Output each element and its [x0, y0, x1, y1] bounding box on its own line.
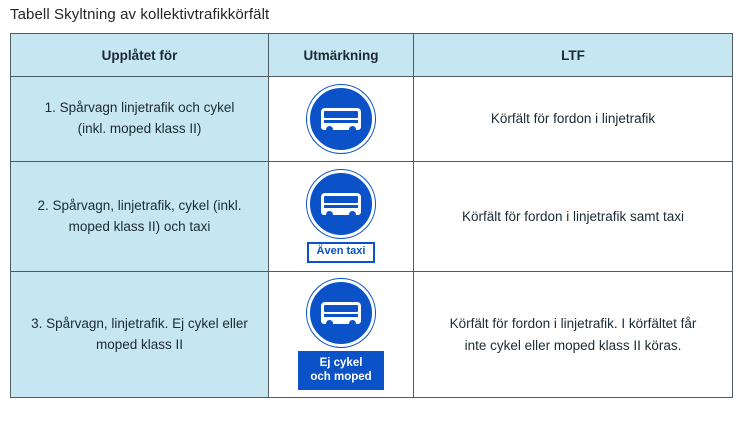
bus-stripe-icon	[324, 314, 358, 317]
bus-wheel-icon	[326, 211, 333, 218]
bus-lane-roundel-icon	[307, 85, 375, 153]
row-description	[11, 272, 269, 398]
ltf-line: Körfält för fordon i linjetrafik	[490, 111, 656, 127]
bus-wheel-icon	[349, 211, 356, 218]
ltf-line: inte cykel eller moped klass II köras.	[464, 337, 682, 353]
row-sign	[269, 162, 414, 272]
row-sign	[269, 272, 414, 398]
bus-window-icon	[324, 305, 358, 312]
description-line: 3. Spårvagn, linjetrafik. Ej cykel eller	[31, 315, 248, 331]
bus-stripe-icon	[324, 205, 358, 208]
supplementary-plate	[298, 351, 383, 391]
bus-wheel-icon	[349, 320, 356, 327]
signage-table	[10, 33, 733, 398]
table-row	[11, 77, 733, 162]
row-description	[11, 162, 269, 272]
table-container	[10, 33, 732, 398]
bus-lane-roundel-icon	[307, 279, 375, 347]
table-caption: Tabell Skyltning av kollektivtrafikkörfält	[10, 6, 270, 23]
column-header-upplatet-for: Upplåtet för	[11, 34, 269, 77]
bus-wheel-icon	[326, 320, 333, 327]
bus-wheel-icon	[326, 126, 333, 133]
bus-glyph-icon	[321, 108, 361, 130]
supplementary-plate	[307, 242, 376, 263]
row-sign	[269, 77, 414, 162]
description-line: moped klass II	[95, 336, 184, 352]
description-line: 1. Spårvagn linjetrafik och cykel	[44, 100, 235, 116]
row-description	[11, 77, 269, 162]
column-header-utmarkning: Utmärkning	[269, 34, 414, 77]
row-ltf	[414, 272, 733, 398]
table-row	[11, 162, 733, 272]
bus-stripe-icon	[324, 120, 358, 123]
ltf-line: Körfält för fordon i linjetrafik samt taxi	[461, 208, 685, 224]
plate-line: Ej cykel	[319, 356, 363, 369]
description-line: moped klass II) och taxi	[68, 218, 211, 234]
sign-stack	[273, 279, 409, 391]
sign-stack	[273, 170, 409, 263]
bus-window-icon	[324, 196, 358, 203]
bus-glyph-icon	[321, 302, 361, 324]
ltf-line: Körfält för fordon i linjetrafik. I körfältet får	[449, 315, 697, 331]
table-row	[11, 272, 733, 398]
bus-lane-roundel-icon	[307, 170, 375, 238]
plate-line: och moped	[310, 371, 372, 383]
bus-window-icon	[324, 111, 358, 118]
row-ltf	[414, 162, 733, 272]
column-header-ltf: LTF	[414, 34, 733, 77]
plate-line: Även taxi	[316, 245, 366, 258]
row-ltf	[414, 77, 733, 162]
bus-glyph-icon	[321, 193, 361, 215]
sign-stack	[273, 85, 409, 153]
bus-wheel-icon	[349, 126, 356, 133]
table-header-row	[11, 34, 733, 77]
description-line: (inkl. moped klass II)	[77, 121, 202, 136]
description-line: 2. Spårvagn, linjetrafik, cykel (inkl.	[37, 197, 242, 213]
